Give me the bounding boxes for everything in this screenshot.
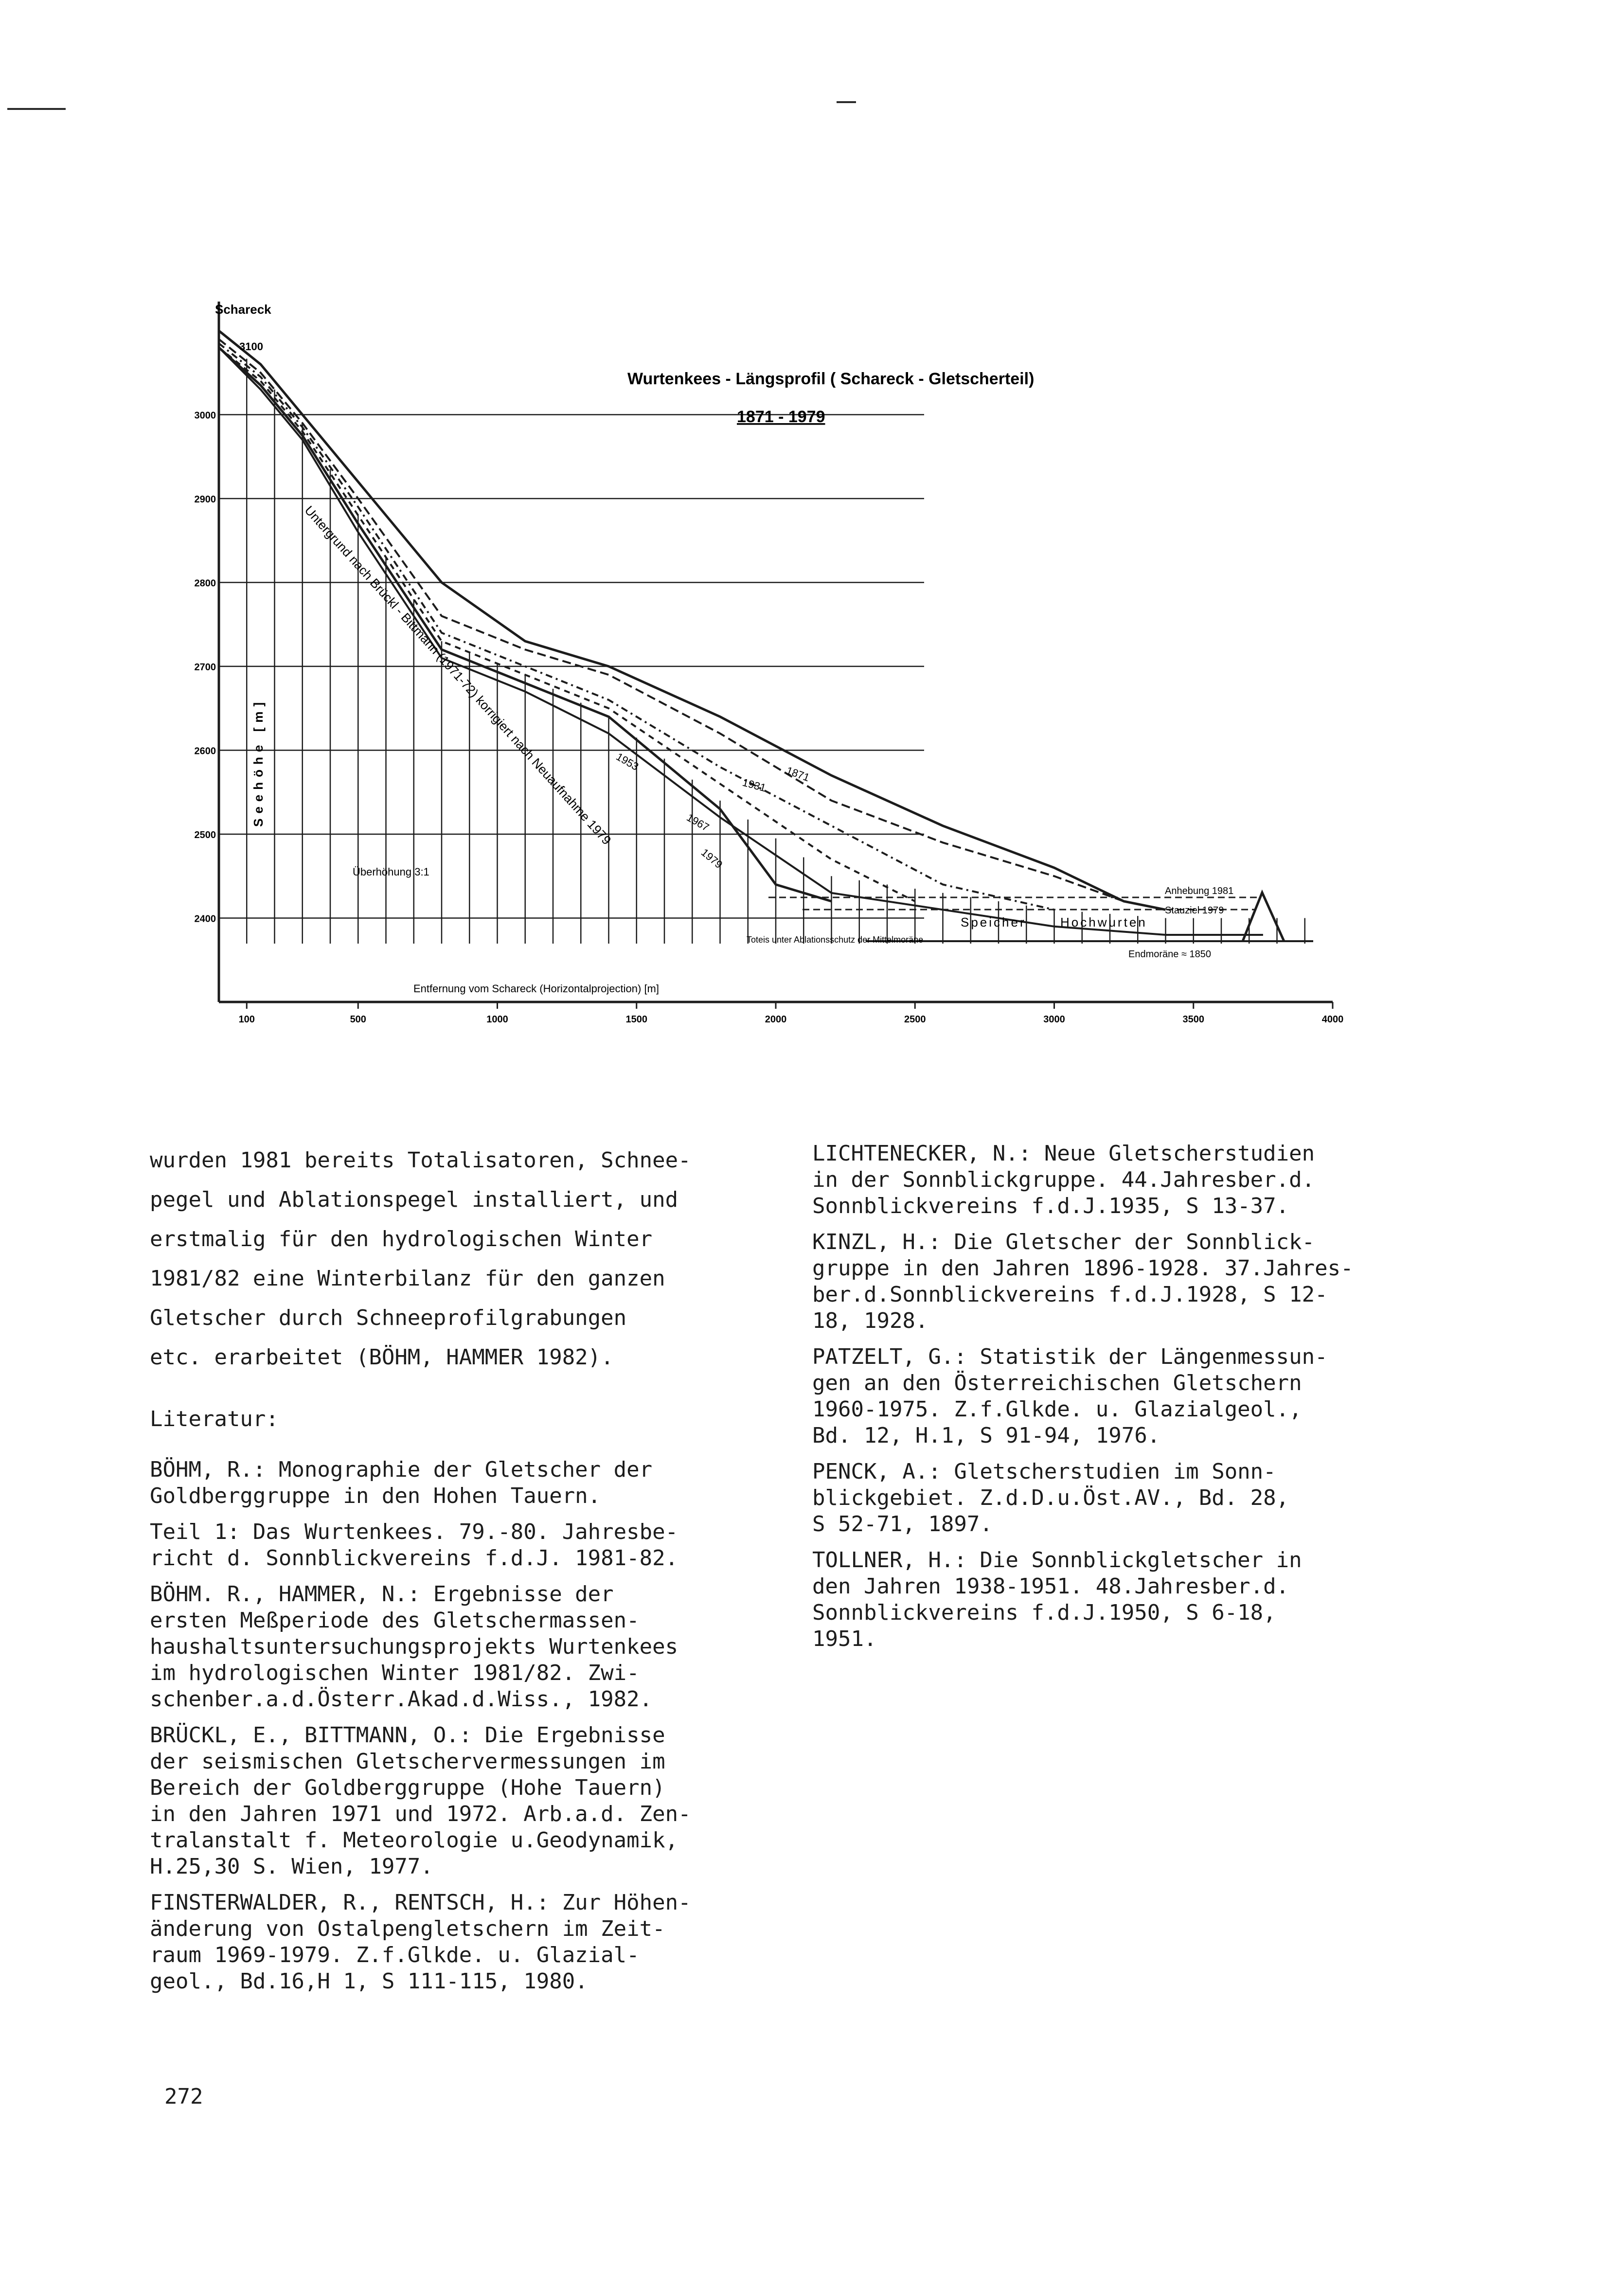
x-tick-label: 3500 (1182, 1014, 1204, 1025)
reference-entry: LICHTENECKER, N.: Neue Gletscherstudien in der Sonnblickgruppe. 44.Jahresber.d. Sonnblickvereins f.d.J.1935, S 13-37. (812, 1141, 1315, 1218)
curve-label-1979: 1979 (698, 846, 725, 871)
grid-lines (219, 359, 1305, 944)
intro-line: Gletscher durch Schneeprofilgrabungen (150, 1305, 627, 1330)
curve-label-1967: 1967 (684, 811, 712, 834)
reference-entry: TOLLNER, H.: Die Sonnblickgletscher in den Jahren 1938-1951. 48.Jahresber.d. Sonnblickvereins f.d.J.1950, S 6-18, 1951. (812, 1548, 1302, 1651)
y-axis-label: Seehöhe [m] (251, 697, 266, 827)
profile-line-untergrund (219, 348, 1263, 935)
y-tick-label: 2500 (194, 830, 216, 840)
reference-entry: Teil 1: Das Wurtenkees. 79.-80. Jahresbe- richt d. Sonnblickvereins f.d.J. 1981-82. (150, 1519, 678, 1571)
scan-mark (837, 101, 856, 103)
curve-label-1931: 1931 (741, 776, 767, 794)
anhebung-label: Anhebung 1981 (1165, 886, 1234, 896)
curve-label-1871: 1871 (785, 764, 811, 784)
y-tick-label: 2700 (194, 662, 216, 673)
x-tick-label: 3000 (1043, 1014, 1065, 1025)
glacier-profile-figure (0, 0, 1624, 1070)
intro-line: etc. erarbeitet (BÖHM, HAMMER 1982). (150, 1345, 614, 1370)
reference-entry: BÖHM. R., HAMMER, N.: Ergebnisse der ersten Meßperiode des Gletschermassen- haushaltsuntersuchungsprojekts Wurtenkees im hydrologischen Winter 1981/82. Zwi- schenber.a.d.Österr.Akad.d.Wiss., 1982. (150, 1582, 678, 1712)
peak-elevation: 3100 (239, 340, 263, 353)
y-tick-label: 2400 (194, 913, 216, 925)
x-tick-label: 500 (350, 1014, 366, 1025)
axis-ticks (195, 411, 1344, 1025)
stauziel-label: Stauziel 1979 (1165, 905, 1224, 916)
intro-line: erstmalig für den hydrologischen Winter (150, 1227, 653, 1251)
endmoraene-label: Endmoräne ≈ 1850 (1128, 949, 1211, 960)
literature-heading: Literatur: (150, 1407, 279, 1431)
reference-entry: KINZL, H.: Die Gletscher der Sonnblick- gruppe in den Jahren 1896-1928. 37.Jahres- ber.d.Sonnblickvereins f.d.J.1928, S 12- 18, 1928. (812, 1230, 1354, 1333)
x-tick-label: 4000 (1321, 1014, 1344, 1025)
y-tick-label: 3000 (194, 410, 216, 421)
speicher-label: Speicher (961, 915, 1026, 930)
y-tick-label: 2800 (194, 578, 216, 589)
figure-years: 1871 - 1979 (737, 408, 825, 426)
y-tick-label: 2900 (194, 494, 216, 505)
x-tick-label: 2000 (765, 1014, 787, 1025)
scan-mark (7, 108, 66, 110)
hochwurten-label: Hochwurten (1060, 915, 1147, 930)
profile-line-1967 (219, 348, 915, 902)
reference-entry: PENCK, A.: Gletscherstudien im Sonn- blickgebiet. Z.d.D.u.Öst.AV., Bd. 28, S 52-71, 1897. (812, 1459, 1289, 1537)
x-axis-label: Entfernung vom Schareck (Horizontalprojection) [m] (413, 983, 659, 995)
exaggeration-label: Überhöhung 3:1 (353, 866, 429, 878)
toteis-label: Toteis unter Ablationsschutz der Mittelmoräne (747, 935, 924, 945)
page-number: 272 (164, 2084, 203, 2109)
x-tick-label: 100 (238, 1014, 255, 1025)
curve-label-1953: 1953 (614, 750, 641, 773)
reference-entry: PATZELT, G.: Statistik der Längenmessun- gen an den Österreichischen Gletschern 1960-1975. Z.f.Glkde. u. Glazialgeol., Bd. 12, H.1, S 91-94, 1976. (812, 1344, 1328, 1448)
intro-line: pegel und Ablationspegel installiert, und (150, 1187, 678, 1212)
y-tick-label: 2600 (194, 746, 216, 757)
x-tick-label: 1000 (486, 1014, 508, 1025)
intro-line: wurden 1981 bereits Totalisatoren, Schnee- (150, 1148, 691, 1173)
x-tick-label: 2500 (904, 1014, 926, 1025)
x-tick-label: 1500 (625, 1014, 647, 1025)
right-column (812, 1141, 1415, 1662)
left-column (150, 1141, 767, 2004)
bedrock-label: Untergrund nach Brückl - Bittmann (1971-72) korrigiert nach Neuaufnahme 1979 (302, 502, 614, 848)
intro-paragraph (150, 1141, 767, 1377)
reference-entry: BRÜCKL, E., BITTMANN, O.: Die Ergebnisse der seismischen Gletschervermessungen im Bereich der Goldberggruppe (Hohe Tauern) in den Jahren 1971 und 1972. Arb.a.d. Zen- tralanstalt f. Meteorologie u.Geodynamik, H.25,30 S. Wien, 1977. (150, 1723, 691, 1879)
longitudinal-profile-chart (0, 0, 1624, 1070)
figure-title: Wurtenkees - Längsprofil ( Schareck - Gletscherteil) (627, 370, 1035, 388)
reference-entry: FINSTERWALDER, R., RENTSCH, H.: Zur Höhen- änderung von Ostalpengletschern im Zeit- raum 1969-1979. Z.f.Glkde. u. Glazial- geol., Bd.16,H 1, S 111-115, 1980. (150, 1890, 691, 1994)
peak-label: Schareck (215, 302, 271, 317)
intro-line: 1981/82 eine Winterbilanz für den ganzen (150, 1266, 665, 1291)
reference-entry: BÖHM, R.: Monographie der Gletscher der Goldberggruppe in den Hohen Tauern. (150, 1457, 653, 1508)
